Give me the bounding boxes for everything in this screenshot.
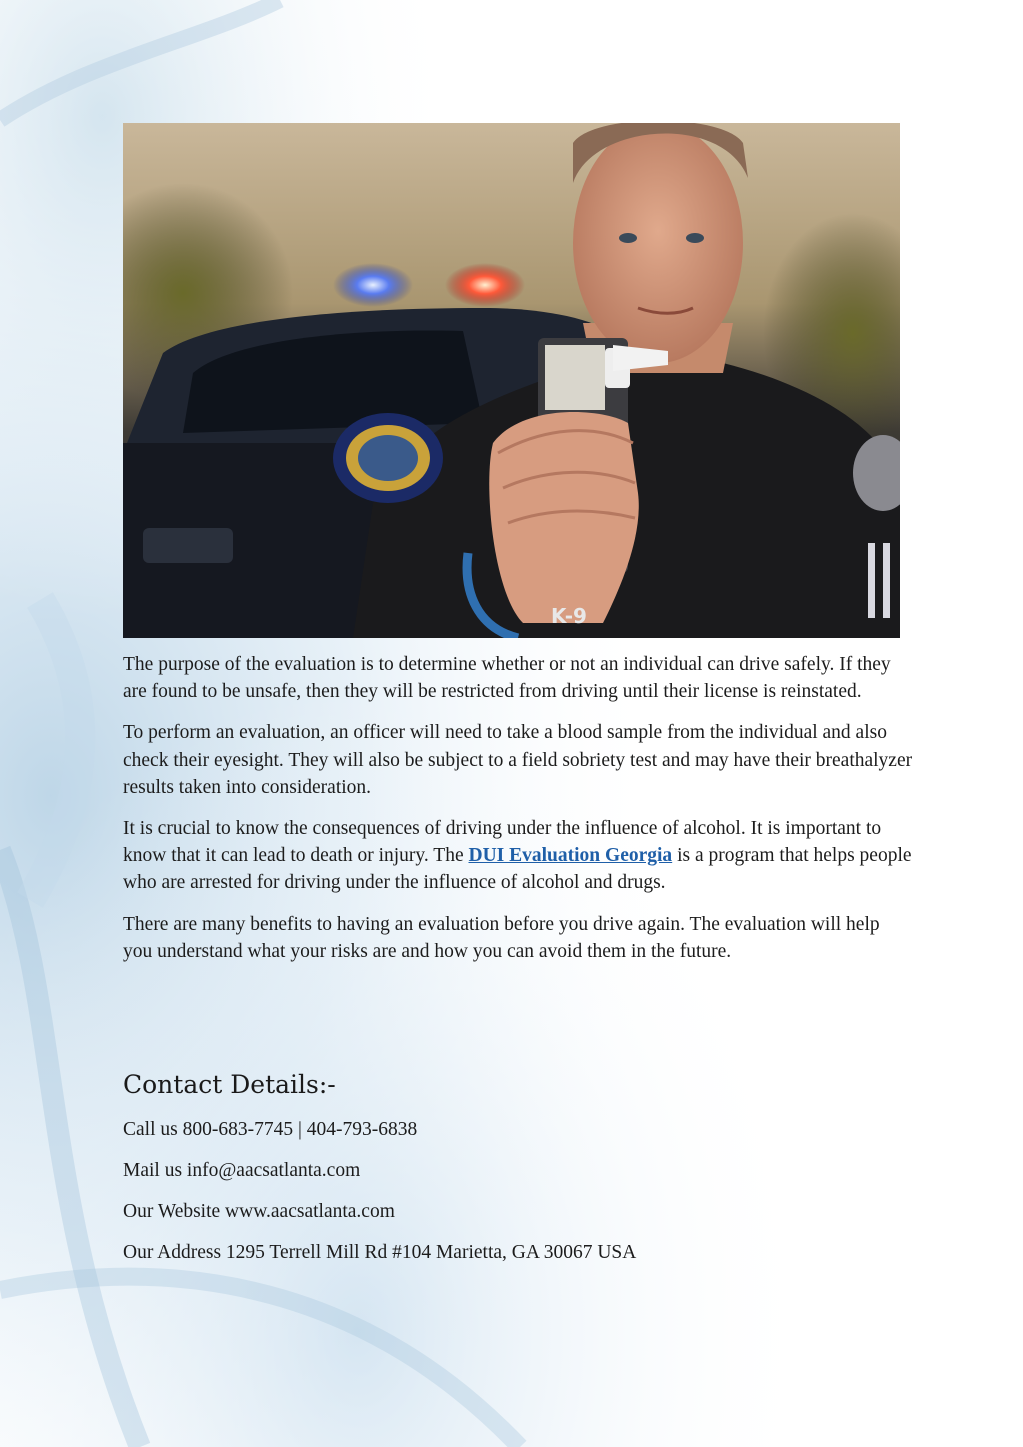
paragraph-benefits: There are many benefits to having an evaluation before you drive again. The evaluation will help you understand what your risks are and how you can avoid them in the future. xyxy=(123,913,880,962)
contact-phone: Call us 800-683-7745 | 404-793-6838 xyxy=(123,1119,418,1140)
paragraph-consequences-tail: is a program that helps people who are arrested for driving under the influence of alcohol and drugs. xyxy=(123,845,912,894)
paragraph-consequences-lead: It is crucial to know the consequences of driving under the influence of alcohol. It is important to know that it can lead to death or injury. The xyxy=(123,818,882,867)
contact-email: Mail us info@aacsatlanta.com xyxy=(123,1160,361,1181)
dui-evaluation-georgia-link[interactable]: DUI Evaluation Georgia xyxy=(468,845,673,867)
contact-website: Our Website www.aacsatlanta.com xyxy=(123,1201,395,1222)
paragraph-consequences xyxy=(123,815,913,897)
officer-breathalyzer-photo xyxy=(123,123,900,638)
k9-badge-text: K-9 xyxy=(551,604,587,628)
contact-heading: Contact Details:- xyxy=(123,1070,336,1099)
contact-address: Our Address 1295 Terrell Mill Rd #104 Marietta, GA 30067 USA xyxy=(123,1242,637,1263)
article-body xyxy=(123,651,913,979)
paragraph-procedure: To perform an evaluation, an officer will need to take a blood sample from the individual and also check their eyesight. They will also be subject to a field sobriety test and may have their breathalyzer results taken into consideration. xyxy=(123,722,913,798)
contact-details xyxy=(123,1116,883,1280)
paragraph-purpose: The purpose of the evaluation is to determine whether or not an individual can drive safely. If they are found to be unsafe, then they will be restricted from driving until their license is reinstated. xyxy=(123,654,891,703)
